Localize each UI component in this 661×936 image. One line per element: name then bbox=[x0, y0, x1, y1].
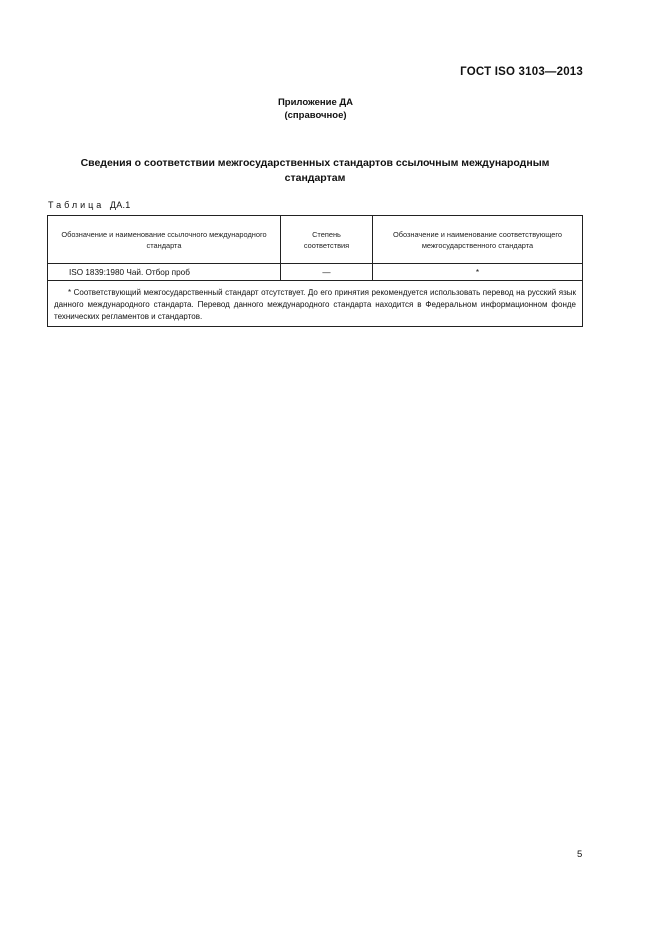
table-caption-prefix: Таблица bbox=[48, 200, 105, 210]
appendix-title-block bbox=[0, 96, 631, 122]
section-heading-line-2: стандартам bbox=[284, 172, 346, 184]
page-number: 5 bbox=[577, 849, 583, 860]
table-footnote-cell bbox=[48, 281, 583, 327]
table-caption bbox=[48, 200, 131, 210]
appendix-title: Приложение ДА bbox=[277, 97, 354, 108]
table-cell-degree: — bbox=[281, 264, 373, 281]
table-cell-interstate-standard: * bbox=[373, 264, 583, 281]
column-header-international-standard: Обозначение и наименование ссылочного международного стандарта bbox=[48, 216, 281, 264]
appendix-subtitle: (справочное) bbox=[284, 110, 347, 121]
table-row bbox=[48, 264, 583, 281]
table-header-row bbox=[48, 216, 583, 264]
correspondence-table bbox=[47, 215, 583, 327]
table-caption-number: ДА.1 bbox=[109, 200, 131, 210]
table-footnote-paragraph bbox=[54, 287, 576, 323]
table-cell-international-standard: ISO 1839:1980 Чай. Отбор проб bbox=[48, 264, 281, 281]
column-header-degree-of-correspondence: Степень соответствия bbox=[281, 216, 373, 264]
document-code: ГОСТ ISO 3103—2013 bbox=[460, 66, 583, 78]
table-footnote-row bbox=[48, 281, 583, 327]
table-footnote: * Соответствующий межгосударственный стандарт отсутствует. До его принятия рекомендуется использовать перевод на русский язык данного международного стандарта. Перевод данного международного стандарта находится в Федеральном информационном фонде технических регламентов и стандартов. bbox=[54, 288, 576, 321]
section-heading-line-1: Сведения о соответствии межгосударственных стандартов ссылочным международным bbox=[80, 157, 550, 169]
section-heading bbox=[48, 156, 582, 186]
column-header-interstate-standard: Обозначение и наименование соответствующего межгосударственного стандарта bbox=[373, 216, 583, 264]
